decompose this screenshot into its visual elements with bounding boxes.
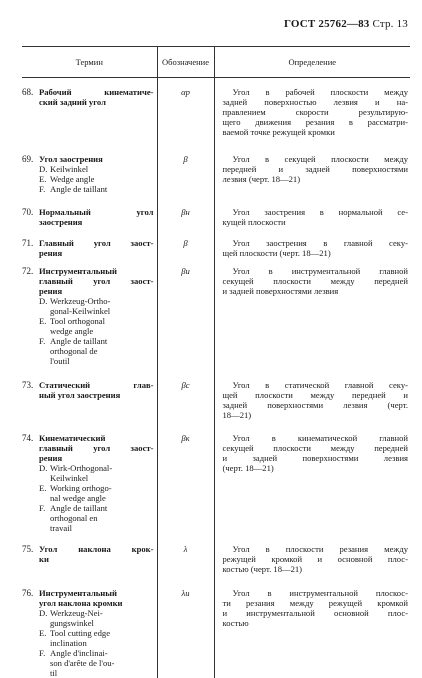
- term-cell: [22, 231, 157, 262]
- definition-line: и задней поверхностями лезвия: [222, 286, 339, 296]
- term-language-code: D.: [39, 296, 48, 306]
- term-cell: [22, 143, 157, 200]
- term-body: [39, 238, 157, 258]
- table-header-row: [22, 47, 410, 78]
- term-foreign-line: gungswinkel: [50, 618, 94, 628]
- term-number: 72.: [22, 266, 34, 276]
- term-foreign-f: [39, 336, 154, 366]
- definition-line: (черт. 18—21): [222, 463, 274, 473]
- definition-line: секущей плоскости между передней: [222, 276, 408, 286]
- page-number: Стр. 13: [372, 18, 408, 30]
- term-foreign-line: til: [50, 668, 58, 678]
- term-russian-line: Инструментальный: [39, 266, 117, 276]
- term-foreign-d: [39, 463, 154, 483]
- term-foreign-line: Wedge angle: [50, 174, 95, 184]
- term-body: [39, 380, 157, 400]
- definition-line: и инструментальной основной плос-: [222, 608, 408, 618]
- term-russian-line: ки: [39, 554, 49, 564]
- column-header-term: Термин: [22, 47, 157, 78]
- term-foreign-d: [39, 164, 154, 174]
- term-cell: [22, 537, 157, 578]
- definition-line: щей плоскости между передней и: [222, 390, 408, 400]
- term-foreign-e: [39, 174, 154, 184]
- term-russian-line: Угол заострения: [39, 154, 103, 164]
- terms-table: [22, 46, 410, 678]
- term-number: 69.: [22, 154, 34, 164]
- term-language-code: E.: [39, 628, 47, 638]
- term-foreign-f: [39, 503, 154, 533]
- definition-cell: [214, 200, 410, 231]
- definition-cell: [214, 262, 410, 371]
- term-body: [39, 266, 157, 366]
- term-entry: [22, 588, 157, 678]
- term-foreign-line: nal wedge angle: [50, 493, 106, 503]
- term-russian-line: главный угол заост-: [39, 276, 154, 286]
- term-body: [39, 544, 157, 564]
- definition-line: передней и задней поверхностями: [222, 164, 408, 174]
- term-cell: [22, 371, 157, 425]
- symbol-cell: βк: [157, 425, 214, 537]
- term-foreign-e: [39, 483, 154, 503]
- definition-line: щего движения резания в рассматри-: [222, 117, 408, 127]
- term-language-code: E.: [39, 316, 47, 326]
- term-foreign-line: Werkzeug-Nei-: [50, 608, 103, 618]
- table-row: [22, 425, 410, 537]
- definition-cell: [214, 143, 410, 200]
- term-language-code: D.: [39, 608, 48, 618]
- term-russian: [39, 544, 154, 564]
- term-cell: [22, 578, 157, 678]
- table-row: [22, 200, 410, 231]
- table-row: [22, 578, 410, 678]
- term-russian-line: Главный угол заост-: [39, 238, 154, 248]
- symbol-cell: λи: [157, 578, 214, 678]
- table-row: [22, 262, 410, 371]
- page-header: [284, 18, 408, 30]
- term-foreign-line: Tool cutting edge: [50, 628, 111, 638]
- term-language-code: D.: [39, 164, 48, 174]
- term-foreign-line: orthogonal en: [50, 513, 98, 523]
- symbol-cell: βи: [157, 262, 214, 371]
- term-russian: [39, 380, 154, 400]
- symbol-cell: βс: [157, 371, 214, 425]
- symbol-cell: αр: [157, 78, 214, 144]
- term-russian: [39, 154, 154, 164]
- term-foreign-line: travail: [50, 523, 72, 533]
- table-row: [22, 143, 410, 200]
- term-foreign-d: [39, 296, 154, 316]
- term-number: 70.: [22, 207, 34, 217]
- term-number: 73.: [22, 380, 34, 390]
- definition-line: Угол заострения в главной секу-: [232, 238, 408, 248]
- definition-line: задней поверхностью лезвия и на-: [222, 97, 408, 107]
- term-number: 71.: [22, 238, 34, 248]
- definition-line: Угол в инструментальной главной: [232, 266, 408, 276]
- term-foreign-f: [39, 184, 154, 194]
- term-foreign-line: Tool orthogonal: [50, 316, 106, 326]
- term-foreign-f: [39, 648, 154, 678]
- term-number: 76.: [22, 588, 34, 598]
- term-entry: [22, 544, 157, 564]
- definition-line: Угол в секущей плоскости между: [232, 154, 408, 164]
- term-foreign-line: son d'arête de l'ou-: [50, 658, 115, 668]
- term-foreign-e: [39, 628, 154, 648]
- term-russian-line: рения: [39, 248, 63, 258]
- term-russian-line: угол наклона кромки: [39, 598, 123, 608]
- table-row: [22, 231, 410, 262]
- term-cell: [22, 262, 157, 371]
- term-number: 68.: [22, 87, 34, 97]
- definition-line: ваемой точке режущей кромки: [222, 127, 335, 137]
- definition-cell: [214, 371, 410, 425]
- term-russian-line: Рабочий кинематиче-: [39, 87, 154, 97]
- definition-line: лезвия (черт. 18—21): [222, 174, 301, 184]
- term-russian-line: заострения: [39, 217, 83, 227]
- definition-line: костью (черт. 18—21): [222, 564, 303, 574]
- term-russian-line: Нормальный угол: [39, 207, 154, 217]
- term-language-code: F.: [39, 503, 46, 513]
- term-foreign-line: gonal-Keilwinkel: [50, 306, 111, 316]
- term-foreign-line: Angle de taillant: [50, 503, 108, 513]
- term-entry: [22, 433, 157, 533]
- definition-cell: [214, 578, 410, 678]
- term-foreign-line: Working orthogo-: [50, 483, 112, 493]
- term-russian-line: Кинематический: [39, 433, 106, 443]
- term-russian: [39, 588, 154, 608]
- definition-cell: [214, 425, 410, 537]
- term-foreign-line: Keilwinkel: [50, 164, 89, 174]
- term-foreign-line: Angle d'inclinai-: [50, 648, 108, 658]
- definition-line: кущей плоскости: [222, 217, 286, 227]
- term-foreign-line: Angle de taillant: [50, 184, 108, 194]
- term-foreign-line: wedge angle: [50, 326, 94, 336]
- term-language-code: E.: [39, 483, 47, 493]
- symbol-cell: βн: [157, 200, 214, 231]
- definition-line: и задней поверхностями лезвия: [222, 453, 408, 463]
- definition-line: костью: [222, 618, 249, 628]
- symbol-cell: β: [157, 231, 214, 262]
- definition-line: ти резания между режущей кромкой: [222, 598, 408, 608]
- term-russian-line: рения: [39, 286, 63, 296]
- term-foreign-d: [39, 608, 154, 628]
- term-russian: [39, 433, 154, 463]
- table-row: [22, 537, 410, 578]
- term-body: [39, 433, 157, 533]
- term-language-code: F.: [39, 648, 46, 658]
- column-header-symbol: Обозначение: [157, 47, 214, 78]
- term-cell: [22, 425, 157, 537]
- term-russian-line: Статический глав-: [39, 380, 154, 390]
- term-russian: [39, 207, 154, 227]
- term-russian-line: рения: [39, 453, 63, 463]
- term-russian-line: Угол наклона крок-: [39, 544, 154, 554]
- symbol-cell: λ: [157, 537, 214, 578]
- term-body: [39, 154, 157, 194]
- column-header-definition: Определение: [214, 47, 410, 78]
- term-foreign-line: l'outil: [50, 356, 70, 366]
- definition-line: правлением скорости результирую-: [222, 107, 408, 117]
- term-foreign-line: Wirk-Orthogonal-: [50, 463, 113, 473]
- term-foreign-line: Werkzeug-Ortho-: [50, 296, 111, 306]
- term-foreign-line: Keilwinkel: [50, 473, 89, 483]
- definition-line: Угол в статической главной секу-: [232, 380, 408, 390]
- term-number: 74.: [22, 433, 34, 443]
- term-russian: [39, 266, 154, 296]
- term-language-code: E.: [39, 174, 47, 184]
- term-foreign-line: orthogonal de: [50, 346, 98, 356]
- term-entry: [22, 380, 157, 400]
- term-body: [39, 588, 157, 678]
- term-entry: [22, 238, 157, 258]
- term-russian-line: главный угол заост-: [39, 443, 154, 453]
- term-russian-line: ский задний угол: [39, 97, 106, 107]
- table-row: [22, 371, 410, 425]
- term-language-code: F.: [39, 336, 46, 346]
- term-foreign-line: Angle de taillant: [50, 336, 108, 346]
- definition-line: Угол в кинематической главной: [232, 433, 408, 443]
- term-entry: [22, 87, 157, 107]
- symbol-cell: β: [157, 143, 214, 200]
- term-russian-line: Инструментальный: [39, 588, 117, 598]
- definition-line: Угол в инструментальной плоскос-: [232, 588, 408, 598]
- definition-cell: [214, 537, 410, 578]
- term-russian-line: ный угол заострения: [39, 390, 121, 400]
- term-russian: [39, 238, 154, 258]
- term-entry: [22, 266, 157, 366]
- term-entry: [22, 207, 157, 227]
- term-cell: [22, 78, 157, 144]
- definition-line: Угол в плоскости резания между: [232, 544, 408, 554]
- term-number: 75.: [22, 544, 34, 554]
- term-language-code: F.: [39, 184, 46, 194]
- term-body: [39, 207, 157, 227]
- definition-line: секущей плоскости между передней: [222, 443, 408, 453]
- term-entry: [22, 154, 157, 194]
- term-foreign-line: inclination: [50, 638, 87, 648]
- definition-line: режущей кромкой и основной плос-: [222, 554, 408, 564]
- definition-line: Угол заострения в нормальной се-: [232, 207, 408, 217]
- term-russian: [39, 87, 154, 107]
- term-language-code: D.: [39, 463, 48, 473]
- definition-line: Угол в рабочей плоскости между: [232, 87, 408, 97]
- definition-line: 18—21): [222, 410, 252, 420]
- definition-line: задней поверхностями лезвия (черт.: [222, 400, 408, 410]
- term-cell: [22, 200, 157, 231]
- definition-cell: [214, 78, 410, 144]
- definition-cell: [214, 231, 410, 262]
- term-body: [39, 87, 157, 107]
- term-foreign-e: [39, 316, 154, 336]
- standard-number: ГОСТ 25762—83: [283, 18, 370, 30]
- definition-line: щей плоскости (черт. 18—21): [222, 248, 331, 258]
- table-row: [22, 78, 410, 144]
